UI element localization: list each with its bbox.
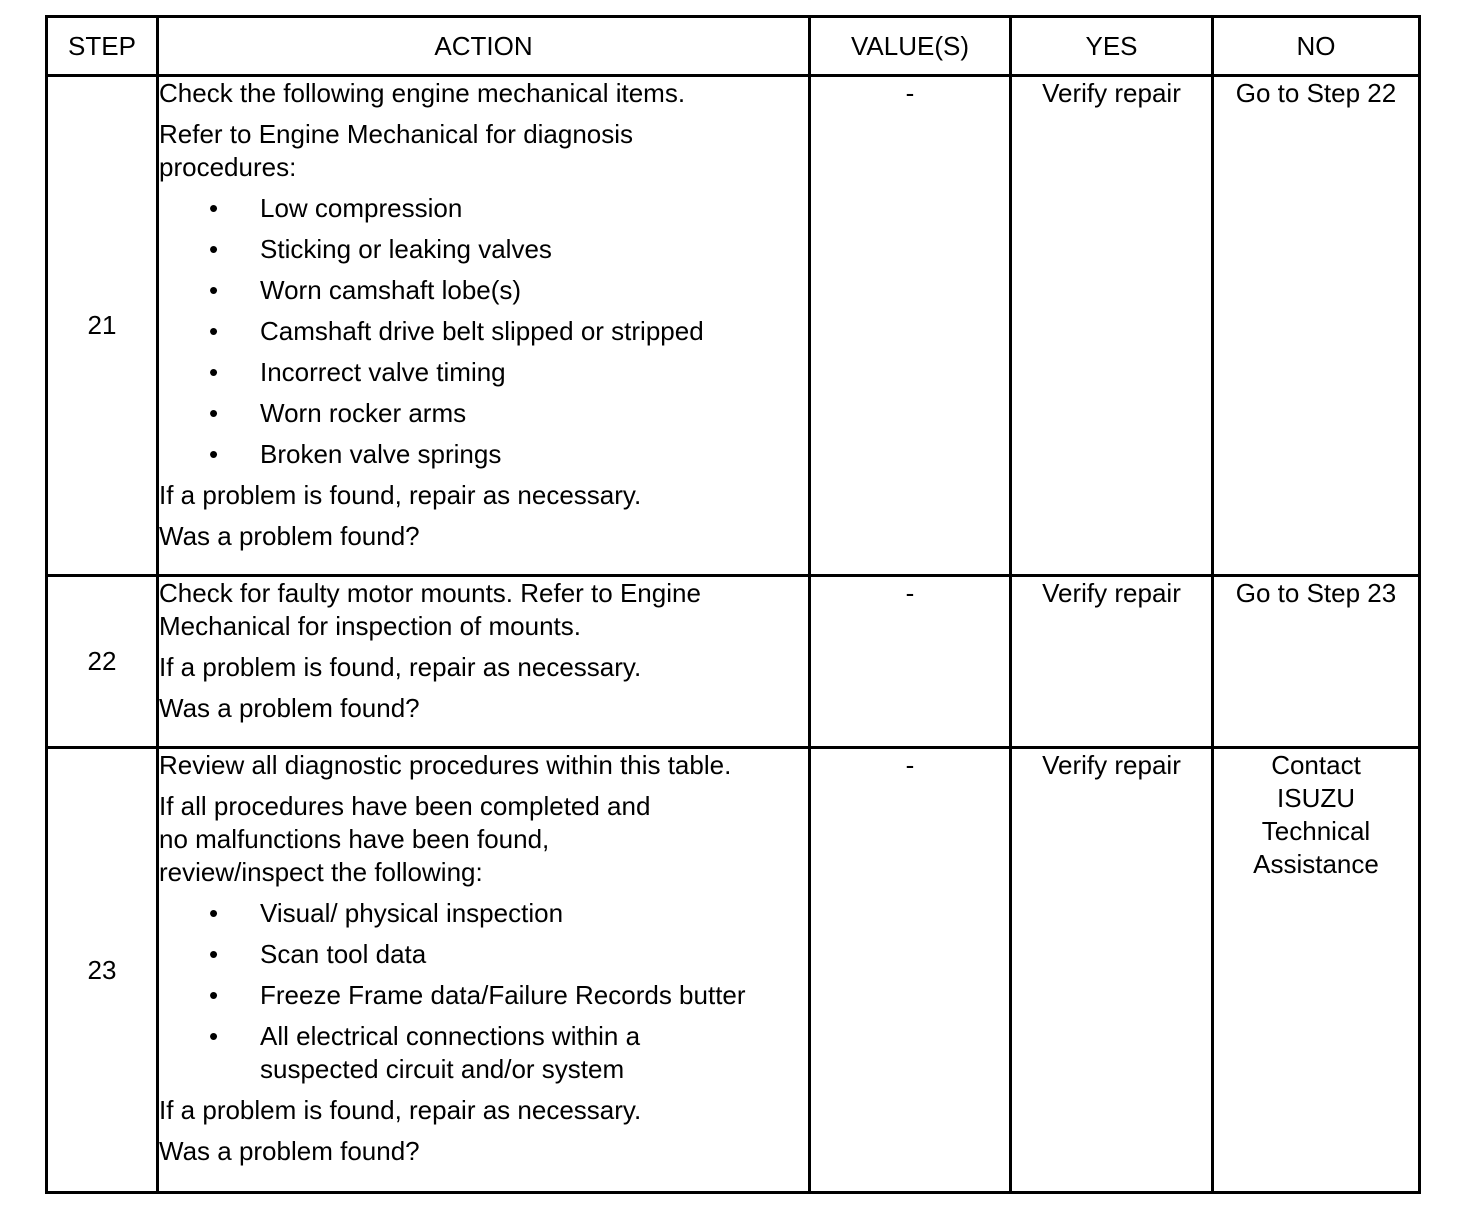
action-text: If a problem is found, repair as necessary.: [159, 480, 642, 510]
action-text: If a problem is found, repair as necessary.: [159, 1095, 642, 1125]
header-values: VALUE(S): [810, 17, 1011, 76]
bullet-icon: •: [209, 939, 219, 969]
action-text: Check the following engine mechanical items.: [159, 78, 686, 108]
bullet-list: [159, 897, 808, 1086]
action-text: Check for faulty motor mounts. Refer to Engine Mechanical for inspection of mounts.: [159, 578, 701, 641]
bullet-icon: •: [209, 234, 219, 264]
header-step: STEP: [47, 17, 158, 76]
list-item: • Worn camshaft lobe(s): [209, 275, 522, 305]
action-cell: [158, 76, 810, 576]
bullet-icon: •: [209, 980, 219, 1010]
header-yes: YES: [1011, 17, 1213, 76]
bullet-icon: •: [209, 275, 219, 305]
table-row: [47, 576, 1420, 748]
no-cell: Contact ISUZU Technical Assistance: [1213, 748, 1420, 1193]
yes-cell: Verify repair: [1011, 576, 1213, 748]
bullet-list: [159, 192, 808, 471]
list-item: • Scan tool data: [209, 939, 427, 969]
diagnostic-table: [45, 15, 1421, 1194]
table-row: [47, 76, 1420, 576]
action-cell: [158, 748, 810, 1193]
no-cell: Go to Step 22: [1213, 76, 1420, 576]
step-number: 23: [47, 748, 158, 1193]
value-cell: -: [810, 576, 1011, 748]
list-item: • Low compression: [209, 193, 463, 223]
step-number: 22: [47, 576, 158, 748]
value-cell: -: [810, 748, 1011, 1193]
list-item: • Camshaft drive belt slipped or stripped: [209, 316, 704, 346]
no-cell: Go to Step 23: [1213, 576, 1420, 748]
action-text: If all procedures have been completed and no malfunctions have been found, review/inspect the following:: [159, 791, 651, 887]
yes-cell: Verify repair: [1011, 76, 1213, 576]
bullet-icon: •: [209, 357, 219, 387]
bullet-icon: •: [209, 193, 219, 223]
step-number: 21: [47, 76, 158, 576]
action-text: If a problem is found, repair as necessary.: [159, 652, 642, 682]
action-cell: [158, 576, 810, 748]
bullet-icon: •: [209, 1021, 219, 1051]
list-item: • All electrical connections within a suspected circuit and/or system: [209, 1021, 641, 1084]
action-question: Was a problem found?: [159, 693, 420, 723]
action-text: Refer to Engine Mechanical for diagnosis procedures:: [159, 119, 634, 182]
header-action: ACTION: [158, 17, 810, 76]
action-text: Review all diagnostic procedures within this table.: [159, 750, 732, 780]
action-question: Was a problem found?: [159, 1136, 420, 1166]
bullet-icon: •: [209, 316, 219, 346]
list-item: • Sticking or leaking valves: [209, 234, 552, 264]
list-item: • Broken valve springs: [209, 439, 502, 469]
bullet-icon: •: [209, 398, 219, 428]
bullet-icon: •: [209, 898, 219, 928]
header-no: NO: [1213, 17, 1420, 76]
bullet-icon: •: [209, 439, 219, 469]
list-item: • Worn rocker arms: [209, 398, 467, 428]
yes-cell: Verify repair: [1011, 748, 1213, 1193]
list-item: • Freeze Frame data/Failure Records butter: [209, 980, 746, 1010]
action-question: Was a problem found?: [159, 521, 420, 551]
list-item: • Visual/ physical inspection: [209, 898, 564, 928]
value-cell: -: [810, 76, 1011, 576]
header-row: [47, 17, 1420, 76]
table-row: [47, 748, 1420, 1193]
list-item: • Incorrect valve timing: [209, 357, 506, 387]
